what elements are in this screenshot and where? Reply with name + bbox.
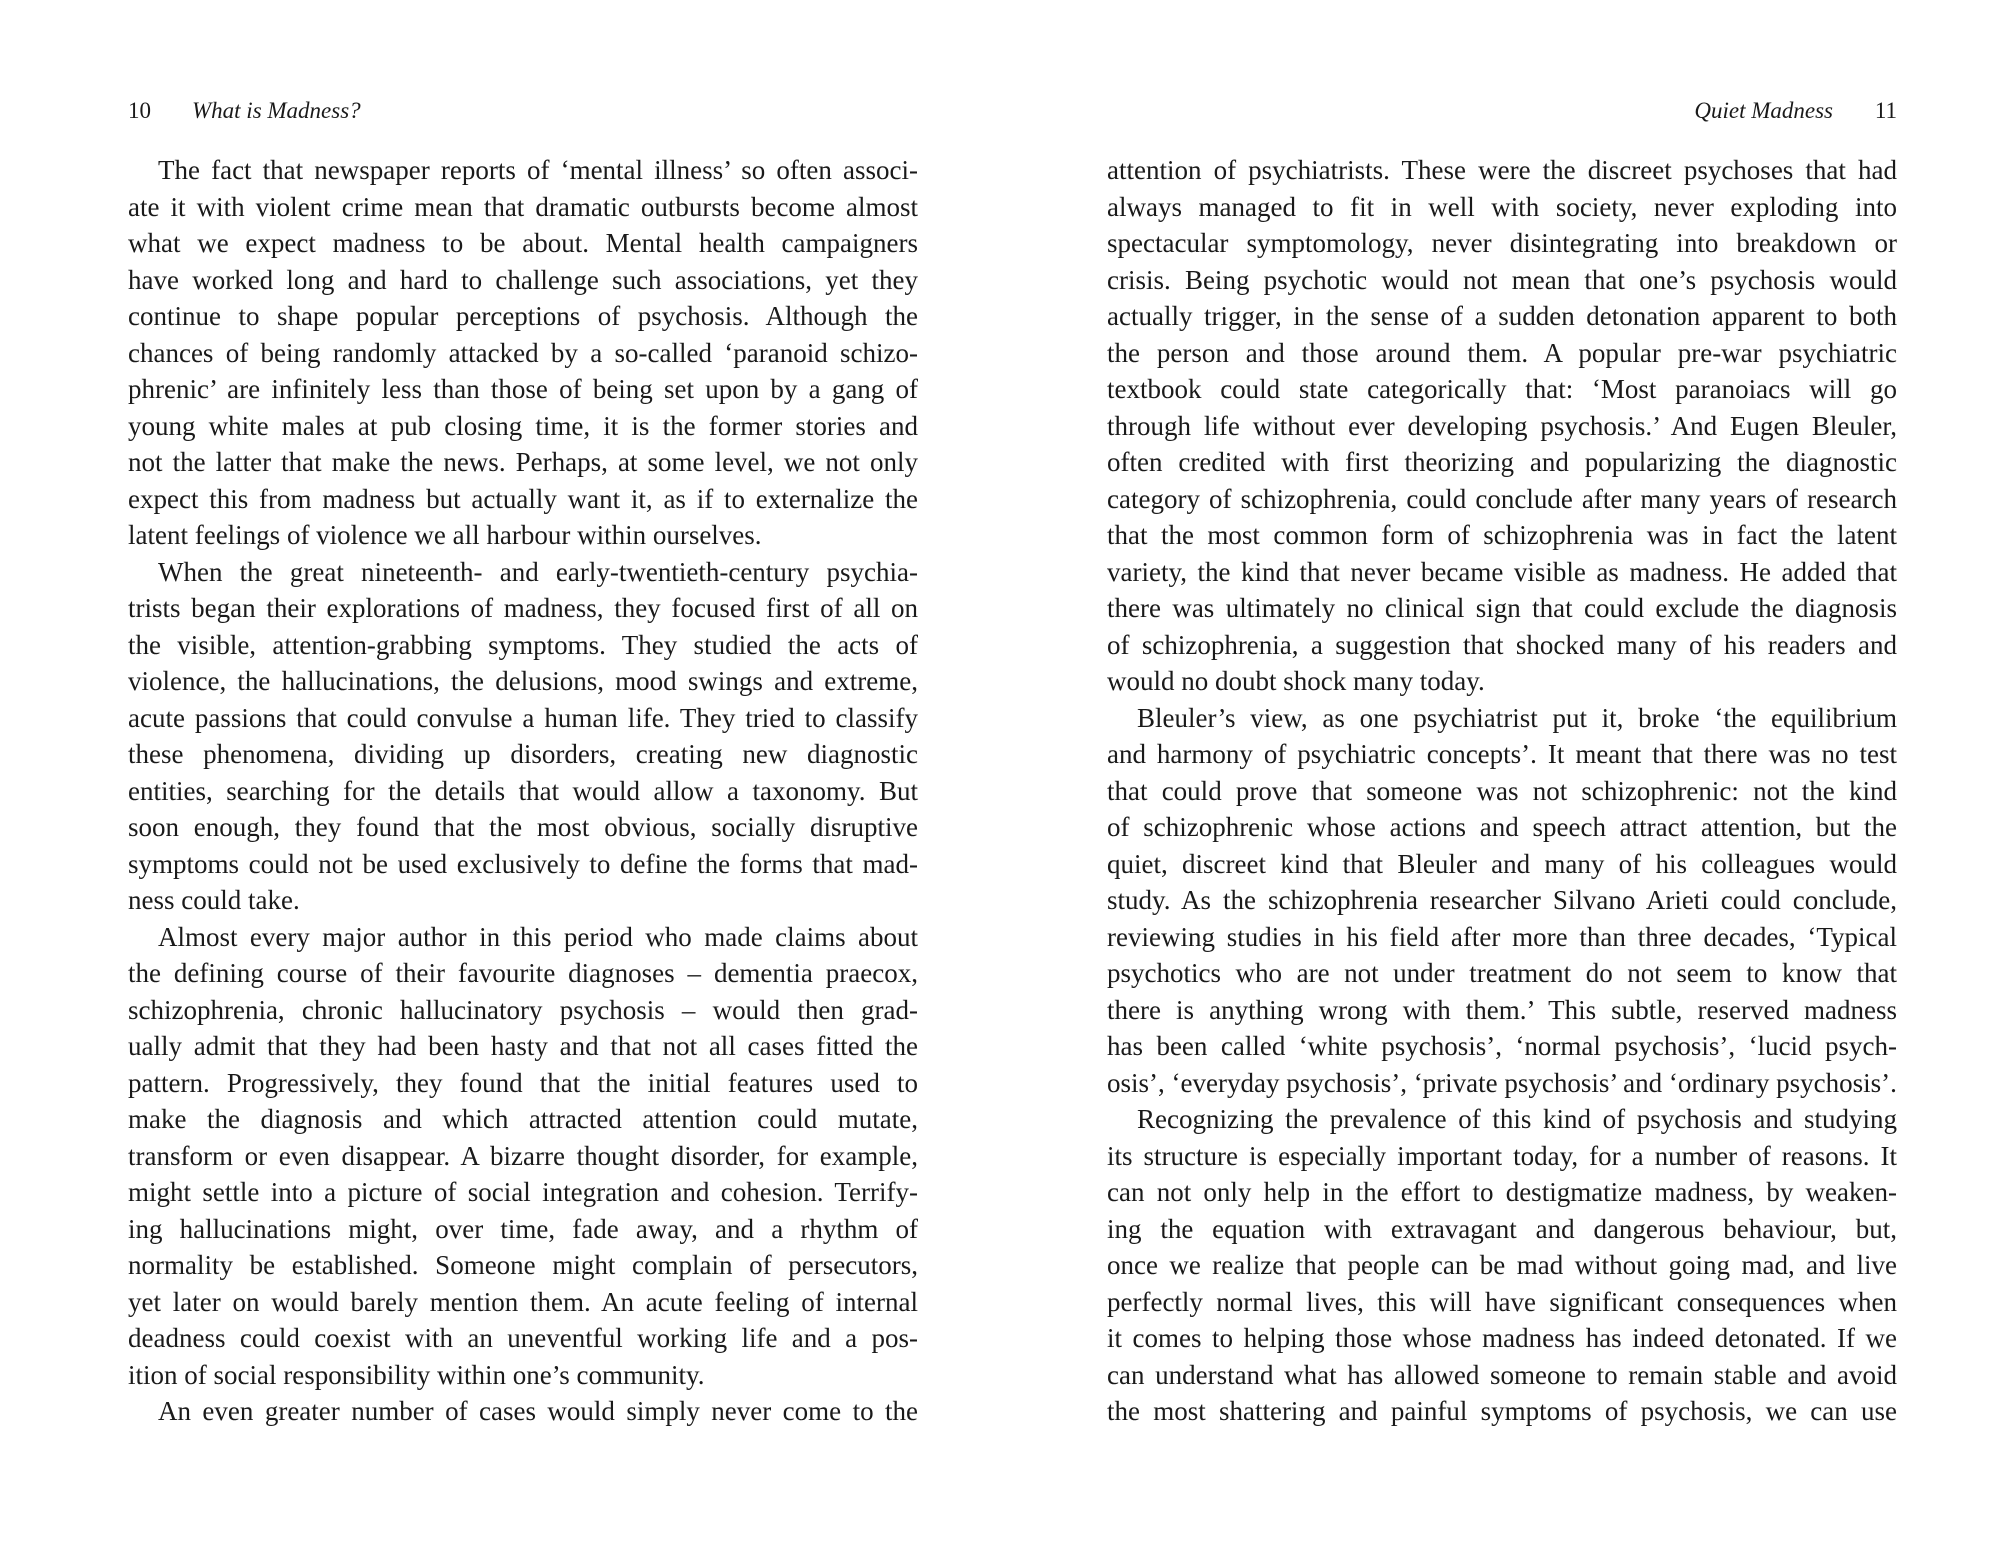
- text-line: and harmony of psychiatric concepts’. It meant that there was no test: [1107, 739, 1897, 769]
- left-page-header: [128, 96, 918, 126]
- text-line: once we realize that people can be mad without going mad, and live: [1107, 1250, 1897, 1280]
- text-line: ate it with violent crime mean that dramatic outbursts become almost: [128, 191, 918, 222]
- text-line: through life without ever developing psychosis.’ And Eugen Bleuler,: [1107, 410, 1897, 441]
- text-line: continue to shape popular perceptions of psychosis. Although the: [128, 301, 918, 331]
- text-line: of schizophrenic whose actions and speech attract attention, but the: [1107, 812, 1897, 842]
- text-line: expect this from madness but actually want it, as if to externalize the: [128, 483, 918, 514]
- text-line: phrenic’ are infinitely less than those of being set upon by a gang of: [128, 374, 918, 404]
- text-line: the defining course of their favourite diagnoses – dementia praecox,: [128, 958, 918, 988]
- text-line: study. As the schizophrenia researcher Silvano Arieti could conclude,: [1107, 885, 1897, 915]
- text-line: category of schizophrenia, could conclude after many years of research: [1107, 483, 1897, 514]
- text-line: ing hallucinations might, over time, fade away, and a rhythm of: [128, 1213, 918, 1244]
- right-page-body: [1107, 152, 1897, 1430]
- text-line: might settle into a picture of social integration and cohesion. Terrify-: [128, 1177, 918, 1207]
- text-line: can not only help in the effort to destigmatize madness, by weaken-: [1107, 1177, 1897, 1207]
- text-line: An even greater number of cases would simply never come to the: [158, 1396, 918, 1426]
- text-line: not the latter that make the news. Perhaps, at some level, we not only: [128, 447, 918, 477]
- text-line: When the great nineteenth- and early-twentieth-century psychia-: [158, 556, 918, 587]
- text-line: Recognizing the prevalence of this kind of psychosis and studying: [1137, 1104, 1897, 1134]
- text-line: textbook could state categorically that: ‘Most paranoiacs will go: [1107, 374, 1897, 404]
- text-line: ition of social responsibility within one’s community.: [128, 1359, 705, 1390]
- text-line: acute passions that could convulse a human life. They tried to classify: [128, 702, 918, 733]
- text-line: actually trigger, in the sense of a sudden detonation apparent to both: [1107, 301, 1897, 331]
- text-line: perfectly normal lives, this will have significant consequences when: [1107, 1286, 1897, 1317]
- text-line: that the most common form of schizophrenia was in fact the latent: [1107, 520, 1897, 550]
- text-line: violence, the hallucinations, the delusions, mood swings and extreme,: [128, 666, 918, 696]
- text-line: pattern. Progressively, they found that the initial features used to: [128, 1067, 918, 1098]
- text-line: Bleuler’s view, as one psychiatrist put it, broke ‘the equilibrium: [1137, 702, 1897, 733]
- text-line: trists began their explorations of madness, they focused first of all on: [128, 593, 918, 623]
- text-line: has been called ‘white psychosis’, ‘normal psychosis’, ‘lucid psych-: [1107, 1031, 1897, 1061]
- text-line: reviewing studies in his field after more than three decades, ‘Typical: [1107, 921, 1897, 952]
- text-line: make the diagnosis and which attracted attention could mutate,: [128, 1104, 918, 1134]
- text-line: crisis. Being psychotic would not mean that one’s psychosis would: [1107, 264, 1897, 295]
- text-line: there is anything wrong with them.’ This subtle, reserved madness: [1107, 994, 1897, 1025]
- running-head: Quiet Madness: [1694, 98, 1833, 123]
- text-line: normality be established. Someone might complain of persecutors,: [128, 1250, 918, 1280]
- text-line: its structure is especially important today, for a number of reasons. It: [1107, 1140, 1897, 1171]
- text-line: these phenomena, dividing up disorders, creating new diagnostic: [128, 739, 918, 769]
- text-line: symptoms could not be used exclusively to define the forms that mad-: [128, 848, 918, 879]
- left-page-body: [128, 152, 918, 1430]
- text-line: spectacular symptomology, never disintegrating into breakdown or: [1107, 228, 1897, 258]
- text-line: the visible, attention-grabbing symptoms. They studied the acts of: [128, 629, 918, 660]
- text-line: transform or even disappear. A bizarre thought disorder, for example,: [128, 1140, 918, 1171]
- text-line: always managed to fit in well with society, never exploding into: [1107, 191, 1897, 222]
- text-line: ing the equation with extravagant and dangerous behaviour, but,: [1107, 1213, 1897, 1244]
- text-line: of schizophrenia, a suggestion that shocked many of his readers and: [1107, 629, 1897, 660]
- text-line: often credited with first theorizing and popularizing the diagnostic: [1107, 447, 1897, 477]
- text-line: Almost every major author in this period who made claims about: [158, 921, 918, 952]
- text-line: deadness could coexist with an uneventful working life and a pos-: [128, 1323, 918, 1353]
- page-number: 10: [128, 98, 151, 123]
- text-line: latent feelings of violence we all harbour within ourselves.: [128, 520, 762, 550]
- text-line: there was ultimately no clinical sign that could exclude the diagnosis: [1107, 593, 1897, 623]
- text-line: attention of psychiatrists. These were the discreet psychoses that had: [1107, 155, 1897, 185]
- text-line: quiet, discreet kind that Bleuler and many of his colleagues would: [1107, 848, 1897, 879]
- text-line: what we expect madness to be about. Mental health campaigners: [128, 228, 918, 258]
- text-line: entities, searching for the details that would allow a taxonomy. But: [128, 775, 918, 806]
- text-line: it comes to helping those whose madness has indeed detonated. If we: [1107, 1323, 1897, 1353]
- text-line: variety, the kind that never became visible as madness. He added that: [1107, 556, 1897, 587]
- text-line: ness could take.: [128, 885, 300, 915]
- text-line: would no doubt shock many today.: [1107, 666, 1485, 696]
- text-line: can understand what has allowed someone to remain stable and avoid: [1107, 1359, 1897, 1390]
- text-line: psychotics who are not under treatment do not seem to know that: [1107, 958, 1897, 988]
- text-line: have worked long and hard to challenge such associations, yet they: [128, 264, 918, 295]
- page-number: 11: [1874, 98, 1897, 123]
- text-line: the most shattering and painful symptoms of psychosis, we can use: [1107, 1396, 1897, 1426]
- text-line: the person and those around them. A popular pre-war psychiatric: [1107, 337, 1897, 368]
- text-line: schizophrenia, chronic hallucinatory psychosis – would then grad-: [128, 994, 918, 1025]
- text-line: yet later on would barely mention them. An acute feeling of internal: [128, 1286, 918, 1317]
- text-line: ually admit that they had been hasty and that not all cases fitted the: [128, 1031, 918, 1061]
- running-head: What is Madness?: [192, 98, 361, 123]
- text-line: osis’, ‘everyday psychosis’, ‘private psychosis’ and ‘ordinary psychosis’.: [1107, 1067, 1897, 1098]
- right-page-header: [1107, 96, 1897, 126]
- text-line: The fact that newspaper reports of ‘mental illness’ so often associ-: [158, 155, 918, 185]
- text-line: chances of being randomly attacked by a so-called ‘paranoid schizo-: [128, 337, 918, 368]
- text-line: young white males at pub closing time, it is the former stories and: [128, 410, 918, 441]
- text-line: soon enough, they found that the most obvious, socially disruptive: [128, 812, 918, 842]
- text-line: that could prove that someone was not schizophrenic: not the kind: [1107, 775, 1897, 806]
